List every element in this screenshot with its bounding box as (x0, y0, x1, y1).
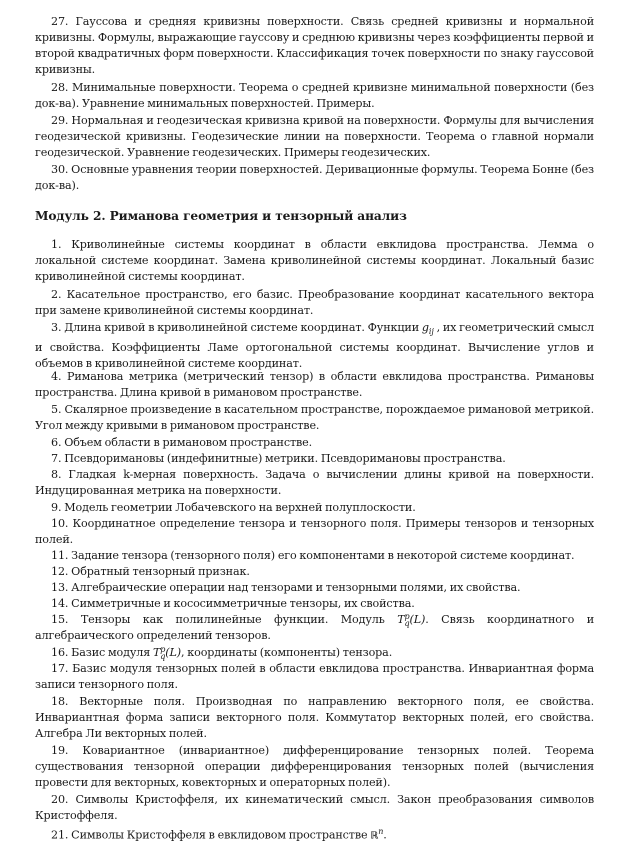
math-subscript: q (160, 652, 166, 661)
list-item: 28. Минимальные поверхности. Теорема о средней кривизне минимальной поверхности (без док-ва). Уравнение минимальных поверхностей. Примеры. (35, 81, 594, 110)
text-run: 16. Базис модуля (51, 646, 153, 659)
section-heading: Модуль 2. Риманова геометрия и тензорный анализ (35, 209, 407, 223)
list-item (35, 645, 594, 661)
math-argument: (L) (409, 613, 426, 626)
text-run: , их геометрический смысл и свойства. Коэффициенты Ламе ортогональной системы координат. Вычисление углов и объемов в криволинейной системе координат. (35, 321, 594, 371)
text-run: , координаты (компоненты) тензора. (181, 646, 393, 659)
list-item: 20. Символы Кристоффеля, их кинематический смысл. Закон преобразования символов Кристоффеля. (35, 793, 594, 822)
list-item: 6. Объем области в римановом пространстве. (51, 436, 313, 449)
list-item: 18. Векторные поля. Производная по направлению векторного поля, ее свойства. Инвариантная форма записи векторного поля. Коммутатор векторных полей, его свойства. Алгебра Ли векторных полей. (35, 695, 594, 740)
list-item: 4. Риманова метрика (метрический тензор) в области евклидова пространства. Римановы пространства. Длина кривой в римановом пространстве. (35, 370, 594, 399)
math-argument: (L) (165, 646, 182, 659)
list-item: 17. Базис модуля тензорных полей в области евклидова пространства. Инвариантная форма записи тензорного поля. (35, 662, 594, 691)
list-item: 10. Координатное определение тензора и тензорного поля. Примеры тензоров и тензорных полей. (35, 517, 594, 546)
list-item (35, 320, 594, 372)
text-run: . Связь координатного и алгебраического определений тензоров. (35, 613, 594, 642)
math-symbol: T (152, 646, 161, 659)
list-item: 30. Основные уравнения теории поверхностей. Деривационные формулы. Теорема Бонне (без док-ва). (35, 163, 594, 192)
text-run: 3. Длина кривой в криволинейной системе координат. Функции (51, 321, 422, 334)
list-item: 2. Касательное пространство, его базис. Преобразование координат касательного вектора при замене криволинейной системы координат. (35, 288, 594, 317)
text-run: 15. Тензоры как полилинейные функции. Модуль (51, 613, 398, 626)
list-item: 27. Гауссова и средняя кривизны поверхности. Связь средней кривизны и нормальной кривизны. Формулы, выражающие гауссову и среднюю кривизны через коэффициенты первой и второй квадратичных форм поверхности. Классификация точек поверхности по знаку гауссовой кривизны. (35, 15, 594, 76)
list-item: 1. Криволинейные системы координат в области евклидова пространства. Лемма о локальной системе координат. Замена криволинейной системы координат. Локальный базис криволинейной системы координат. (35, 238, 594, 283)
math-subscript: ij (428, 327, 434, 337)
math-subscript: q (404, 619, 410, 628)
math-superscript: p (160, 645, 166, 654)
list-item: 9. Модель геометрии Лобачевского на верхней полуплоскости. (51, 501, 416, 514)
list-item: 29. Нормальная и геодезическая кривизна кривой на поверхности. Формулы для вычисления геодезической кривизны. Геодезические линии на поверхности. Теорема о главной нормали геодезической. Уравнение геодезических. Примеры геодезических. (35, 114, 594, 159)
list-item: 13. Алгебраические операции над тензорами и тензорными полями, их свойства. (51, 581, 521, 594)
math-symbol: ℝ (370, 830, 379, 842)
list-item: 11. Задание тензора (тензорного поля) его компонентами в некоторой системе координат. (51, 549, 575, 562)
list-item (35, 612, 594, 644)
list-item: 14. Симметричные и кососимметричные тензоры, их свойства. (51, 597, 415, 610)
text-run: 21. Символы Кристоффеля в евклидовом пространстве (51, 828, 371, 842)
math-symbol: T (397, 613, 405, 626)
math-symbol: g (421, 321, 429, 334)
list-item: 12. Обратный тензорный признак. (51, 565, 250, 578)
math-superscript: n (378, 827, 384, 836)
text-run: . (383, 828, 387, 842)
list-item (35, 824, 594, 845)
math-superscript: p (404, 612, 410, 621)
list-item: 5. Скалярное произведение в касательном пространстве, порождаемое римановой метрикой. Угол между кривыми в римановом пространстве. (35, 403, 594, 432)
list-item: 7. Псевдоримановы (индефинитные) метрики. Псевдоримановы пространства. (51, 452, 506, 465)
list-item: 19. Ковариантное (инвариантное) дифференцирование тензорных полей. Теорема существования тензорной операции дифференцирования тензорных полей (вычисления провести для векторных, ковекторных и операторных полей). (35, 744, 594, 789)
list-item: 8. Гладкая k-мерная поверхность. Задача о вычислении длины кривой на поверхности. Индуцированная метрика на поверхности. (35, 468, 594, 497)
